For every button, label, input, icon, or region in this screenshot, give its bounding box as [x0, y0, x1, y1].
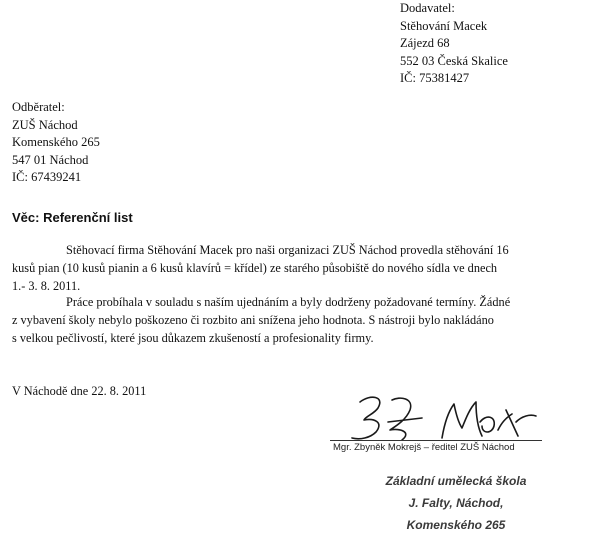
- signatory-caption: Mgr. Zbyněk Mokrejš – ředitel ZUŠ Náchod: [333, 442, 515, 453]
- paragraph-line: Stěhovací firma Stěhování Macek pro naši organizaci ZUŠ Náchod provedla stěhování 16: [66, 243, 509, 257]
- place-and-date: V Náchodě dne 22. 8. 2011: [12, 384, 147, 398]
- customer-block: [12, 99, 100, 187]
- signature-line: [330, 440, 542, 441]
- supplier-street: Zájezd 68: [400, 36, 450, 51]
- supplier-block: [400, 0, 508, 88]
- supplier-city: 552 03 Česká Skalice: [400, 53, 508, 68]
- supplier-name: Stěhování Macek: [400, 18, 488, 33]
- stamp-line: J. Falty, Náchod,: [408, 496, 504, 510]
- paragraph-line: s velkou pečlivostí, které jsou důkazem zkušeností a profesionality firmy.: [12, 331, 374, 345]
- customer-name: ZUŠ Náchod: [12, 117, 78, 132]
- paragraph-line: Práce probíhala v souladu s naším ujednáním a byly dodrženy požadované termíny. Žádné: [66, 295, 511, 309]
- school-stamp: [356, 470, 556, 536]
- stamp-line: Komenského 265: [406, 518, 506, 532]
- customer-city: 547 01 Náchod: [12, 152, 89, 167]
- customer-heading: Odběratel:: [12, 100, 65, 114]
- supplier-heading: Dodavatel:: [400, 1, 455, 15]
- customer-street: Komenského 265: [12, 135, 100, 150]
- paragraph-line: kusů pian (10 kusů pianin a 6 kusů klavírů = křídel) ze starého působiště do nového sídla ve dnech: [12, 261, 498, 275]
- customer-ico: IČ: 67439241: [12, 170, 82, 185]
- body-paragraph-2: [12, 293, 532, 347]
- paragraph-line: 1.- 3. 8. 2011.: [12, 279, 81, 293]
- supplier-ico: IČ: 75381427: [400, 71, 470, 86]
- body-paragraph-1: [12, 241, 532, 295]
- paragraph-line: z vybavení školy nebylo poškozeno či rozbito ani snížena jeho hodnota. S nástroji bylo nakládáno: [12, 313, 494, 327]
- subject-heading: Věc: Referenční list: [12, 210, 133, 225]
- stamp-line: Základní umělecká škola: [385, 474, 527, 488]
